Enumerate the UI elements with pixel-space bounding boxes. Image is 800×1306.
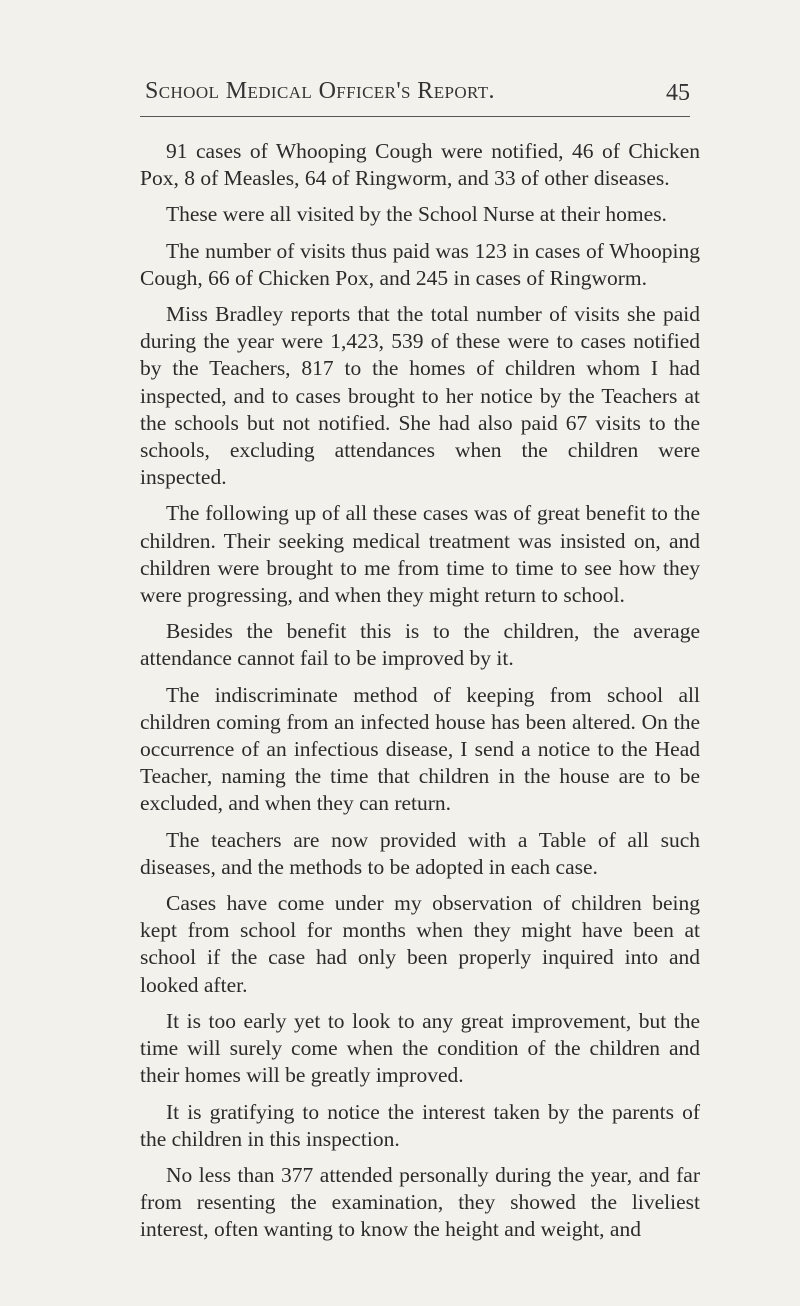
header-rule: [140, 116, 690, 117]
page-number: 45: [666, 80, 690, 106]
body-text: [140, 138, 700, 1253]
paragraph: No less than 377 attended personally during the year, and far from resenting the examination, they showed the liveliest interest, often wanting to know the height and weight, and: [140, 1162, 700, 1242]
paragraph: Besides the benefit this is to the children, the average attendance cannot fail to be improved by it.: [140, 619, 700, 671]
paragraph: It is gratifying to notice the interest taken by the parents of the children in this inspection.: [140, 1099, 700, 1151]
paragraph: These were all visited by the School Nurse at their homes.: [166, 202, 667, 227]
paragraph: The following up of all these cases was of great benefit to the children. Their seeking medical treatment was insisted on, and children were brought to me from time to time to see how they were progressing, and when they might return to school.: [140, 501, 700, 608]
running-title: School Medical Officer's Report.: [145, 78, 495, 104]
page-header: [140, 78, 690, 118]
paragraph: Miss Bradley reports that the total number of visits she paid during the year were 1,423, 539 of these were to cases notified by the Teachers, 817 to the homes of children whom I had inspected, and to cases brought to her notice by the Teachers at the schools but not notified. She had also paid 67 visits to the schools, excluding attendances when the children were inspected.: [140, 302, 700, 490]
paragraph: The indiscriminate method of keeping from school all children coming from an infected house has been altered. On the occurrence of an infectious disease, I send a notice to the Head Teacher, naming the time that children in the house are to be excluded, and when they can return.: [140, 682, 700, 816]
paragraph: The teachers are now provided with a Table of all such diseases, and the methods to be adopted in each case.: [140, 827, 700, 879]
paragraph: It is too early yet to look to any great improvement, but the time will surely come when the condition of the children and their homes will be greatly improved.: [140, 1008, 700, 1088]
paragraph: 91 cases of Whooping Cough were notified, 46 of Chicken Pox, 8 of Measles, 64 of Ringworm, and 33 of other diseases.: [140, 139, 700, 191]
paragraph: Cases have come under my observation of children being kept from school for months when they might have been at school if the case had only been properly inquired into and looked after.: [140, 891, 700, 997]
paragraph: The number of visits thus paid was 123 in cases of Whooping Cough, 66 of Chicken Pox, and 245 in cases of Ringworm.: [140, 238, 700, 290]
